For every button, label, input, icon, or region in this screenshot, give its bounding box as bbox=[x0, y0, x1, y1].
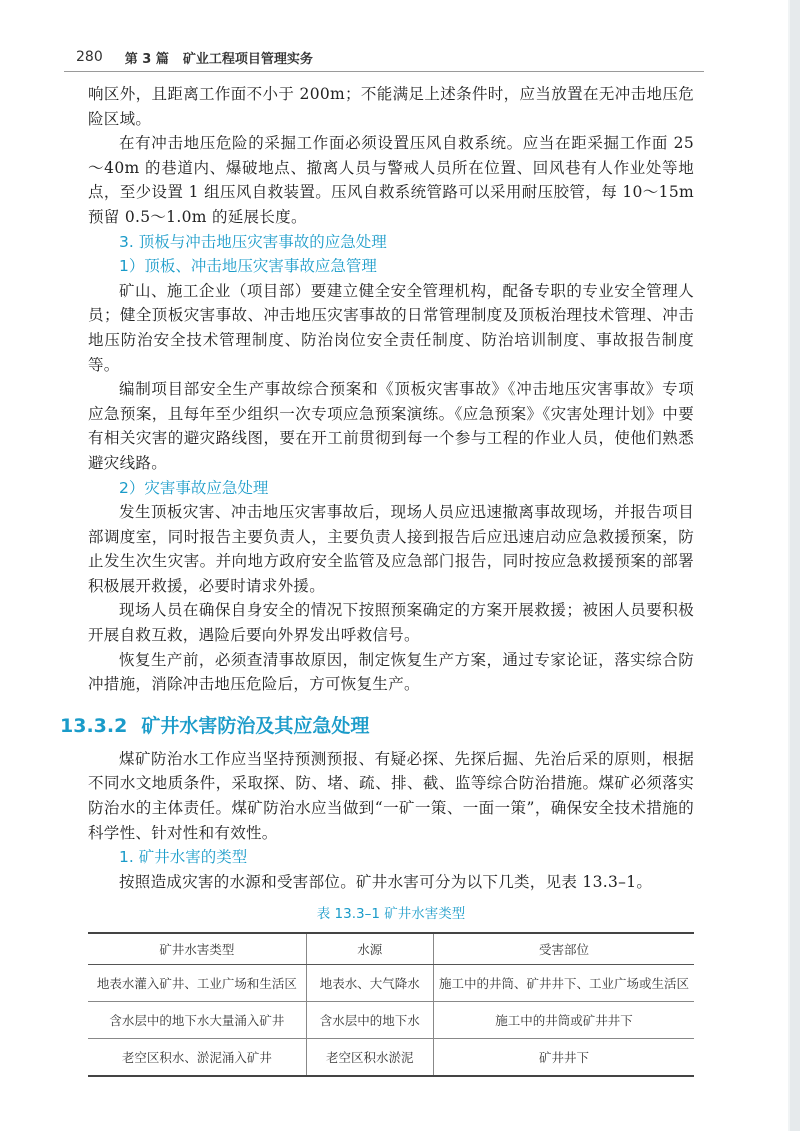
part-label: 第 3 篇 bbox=[124, 51, 169, 67]
section-number: 13.3.2 bbox=[60, 714, 128, 737]
table-cell: 地表水、大气降水 bbox=[306, 965, 433, 1002]
paragraph: 煤矿防治水工作应当坚持预测预报、有疑必探、先探后掘、先治后采的原则，根据不同水文地质条件，采取探、防、堵、疏、排、截、监等综合防治措施。煤矿必须落实防治水的主体责任。煤矿防治水应当做到“一矿一策、一面一策”，确保安全技术措施的科学性、针对性和有效性。 bbox=[88, 749, 694, 842]
section-label: 矿业工程项目管理实务 bbox=[182, 51, 313, 67]
table-cell: 施工中的井筒或矿井井下 bbox=[433, 1002, 694, 1039]
paragraph: 按照造成灾害的水源和受害部位。矿井水害可分为以下几类，见表 13.3–1。 bbox=[119, 872, 653, 891]
running-header bbox=[76, 46, 696, 68]
table-cell: 老空区积水淤泥 bbox=[306, 1039, 433, 1077]
table-cell: 含水层中的地下水 bbox=[306, 1002, 433, 1039]
table-row bbox=[88, 1039, 694, 1077]
paragraph: 在有冲击地压危险的采掘工作面必须设置压风自救系统。应当在距采掘工作面 25～40m 的巷道内、爆破地点、撤离人员与警戒人员所在位置、回风巷有人作业处等地点，至少设置 1 组压风自救装置。压风自救系统管路可以采用耐压胶管，每 10～15m 预留 0.5～1.0m 的延展长度。 bbox=[88, 134, 694, 226]
section-title: 矿井水害防治及其应急处理 bbox=[141, 714, 370, 737]
edge-bar bbox=[790, 0, 800, 1131]
table-cell: 施工中的井筒、矿井井下、工业广场或生活区 bbox=[433, 965, 694, 1002]
column-header: 水源 bbox=[306, 933, 433, 965]
subsubheading: 1）顶板、冲击地压灾害事故应急管理 bbox=[119, 257, 377, 276]
paragraph: 矿山、施工企业（项目部）要建立健全安全管理机构，配备专职的专业安全管理人员；健全顶板灾害事故、冲击地压灾害事故的日常管理制度及顶板治理技术管理、冲击地压防治安全技术管理制度、防治岗位安全责任制度、防治培训制度、事故报告制度等。 bbox=[88, 281, 694, 374]
paragraph: 现场人员在确保自身安全的情况下按照预案确定的方案开展救援；被困人员要积极开展自救互救，遇险后要向外界发出呼救信号。 bbox=[88, 601, 694, 645]
table-cell: 含水层中的地下水大量涌入矿井 bbox=[88, 1002, 306, 1039]
page-number: 280 bbox=[76, 49, 103, 65]
paragraph: 发生顶板灾害、冲击地压灾害事故后，现场人员应迅速撤离事故现场，并报告项目部调度室，同时报告主要负责人，主要负责人接到报告后应迅速启动应急救援预案，防止发生次生灾害。并向地方政府安全监管及应急部门报告，同时按应急救援预案的部署积极展开救援，必要时请求外援。 bbox=[88, 503, 694, 595]
paragraph: 编制项目部安全生产事故综合预案和《顶板灾害事故》《冲击地压灾害事故》专项应急预案，且每年至少组织一次专项应急预案演练。《应急预案》《灾害处理计划》中要有相关灾害的避灾路线图，要在开工前贯彻到每一个参与工程的作业人员，使他们熟悉避灾线路。 bbox=[88, 380, 694, 472]
subheading: 3. 顶板与冲击地压灾害事故的应急处理 bbox=[119, 232, 387, 251]
section-heading bbox=[60, 711, 694, 741]
table-cell: 矿井井下 bbox=[433, 1039, 694, 1077]
column-header: 矿井水害类型 bbox=[88, 933, 306, 965]
subheading: 1. 矿井水害的类型 bbox=[119, 848, 248, 867]
table-caption: 表 13.3–1 矿井水害类型 bbox=[316, 906, 466, 923]
table-cell: 地表水灌入矿井、工业广场和生活区 bbox=[88, 965, 306, 1002]
table-row bbox=[88, 1002, 694, 1039]
column-header: 受害部位 bbox=[433, 933, 694, 965]
paragraph: 恢复生产前，必须查清事故原因，制定恢复生产方案，通过专家论证，落实综合防冲措施，消除冲击地压危险后，方可恢复生产。 bbox=[88, 650, 694, 694]
water-hazard-table bbox=[88, 932, 694, 1077]
header-divider bbox=[64, 71, 704, 72]
table-row bbox=[88, 965, 694, 1002]
table-header-row bbox=[88, 933, 694, 965]
subsubheading: 2）灾害事故应急处理 bbox=[119, 478, 269, 497]
paragraph: 响区外，且距离工作面不小于 200m；不能满足上述条件时，应当放置在无冲击地压危险区域。 bbox=[88, 85, 694, 128]
table-cell: 老空区积水、淤泥涌入矿井 bbox=[88, 1039, 306, 1077]
main-content bbox=[60, 82, 694, 1077]
